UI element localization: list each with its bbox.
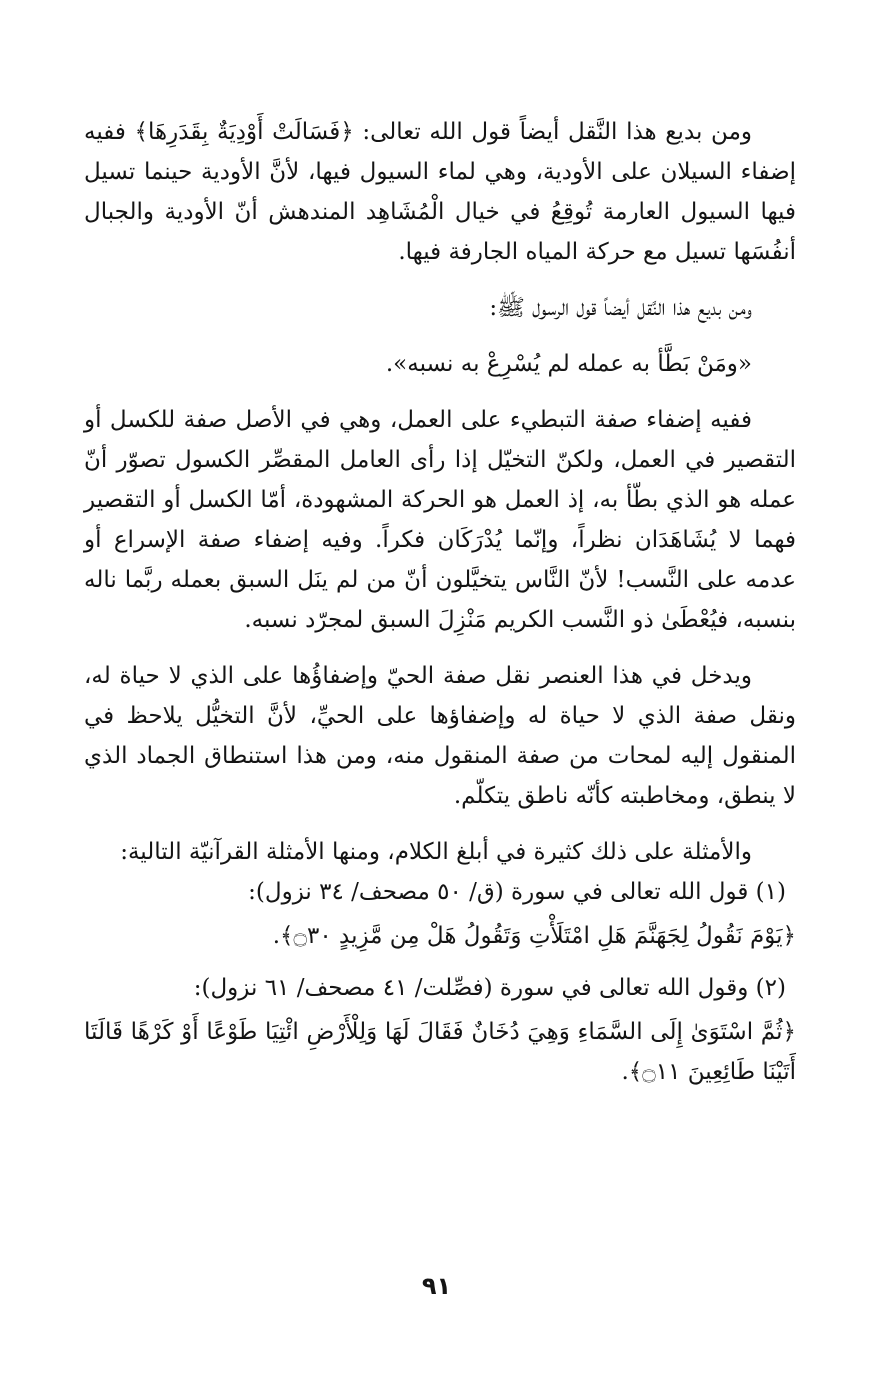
examples-intro: والأمثلة على ذلك كثيرة في أبلغ الكلام، ومنها الأمثلة القرآنيّة التالية:	[120, 839, 752, 865]
paragraph-4: ويدخل في هذا العنصر نقل صفة الحيّ وإضفاؤُها على الذي لا حياة له، ونقل صفة الذي لا حياة له وإضفاؤها على الحيِّ، لأنَّ التخيُّل يلاحظ في المنقول إليه لمحات من صفة المنقول منه، ومن هذا استنطاق الجماد الذي لا ينطق، ومخاطبته كأنّه ناطق يتكلّم.	[84, 663, 796, 809]
example-1-label: (١) قول الله تعالى في سورة (ق/ ٥٠ مصحف/ ٣٤ نزول):	[248, 879, 786, 905]
paragraph-2: ومن بديع هذا النَّقل أيضاً قول الرسول ﷺ:	[489, 295, 752, 321]
paragraph-3: ففيه إضفاء صفة التبطيء على العمل، وهي في الأصل صفة للكسل أو التقصير في العمل، ولكنّ التخيّل إذا رأى العامل المقصِّر الكسول تصوّر أنّ عمله هو الذي بطّأ به، إذ العمل هو الحركة المشهودة، أمّا الكسل أو التقصير فهما لا يُشَاهَدَان نظراً، وإنّما يُدْرَكَان فكراً. وفيه إضفاء صفة الإسراع أو عدمه على النَّسب! لأنّ النَّاس يتخيَّلون أنّ من لم ينَل السبق بعمله ربَّما ناله بنسبه، فيُعْطَىٰ ذو النَّسب الكريم مَنْزِلَ السبق لمجرّد نسبه.	[84, 407, 796, 633]
hadith-quote: «ومَنْ بَطَّأ به عمله لم يُسْرِعْ به نسبه».	[385, 351, 752, 377]
page-body	[84, 112, 796, 1104]
example-2-label: (٢) وقول الله تعالى في سورة (فصِّلت/ ٤١ مصحف/ ٦١ نزول):	[193, 975, 786, 1001]
example-2-verse: ﴿ثُمَّ اسْتَوَىٰ إِلَى السَّمَاءِ وَهِيَ دُخَانٌ فَقَالَ لَهَا وَلِلْأَرْضِ ائْتِيَا طَوْعًا أَوْ كَرْهًا قَالَتَا أَتَيْنَا طَائِعِينَ ۝١١﴾.	[84, 1019, 796, 1085]
page-number: ٩١	[421, 1272, 452, 1300]
example-1-verse: ﴿يَوْمَ نَقُولُ لِجَهَنَّمَ هَلِ امْتَلَأْتِ وَتَقُولُ هَلْ مِن مَّزِيدٍ ۝٣٠﴾.	[272, 923, 796, 949]
paragraph-1: ومن بديع هذا النَّقل أيضاً قول الله تعالى: ﴿فَسَالَتْ أَوْدِيَةٌ بِقَدَرِهَا﴾ ففيه إضفاء السيلان على الأودية، وهي لماء السيول فيها، لأنَّ الأودية حينما تسيل فيها السيول العارمة تُوقِعُ في خيال الْمُشَاهِد المندهش أنّ الأودية والجبال أنفُسَها تسيل مع حركة المياه الجارفة فيها.	[84, 119, 796, 265]
